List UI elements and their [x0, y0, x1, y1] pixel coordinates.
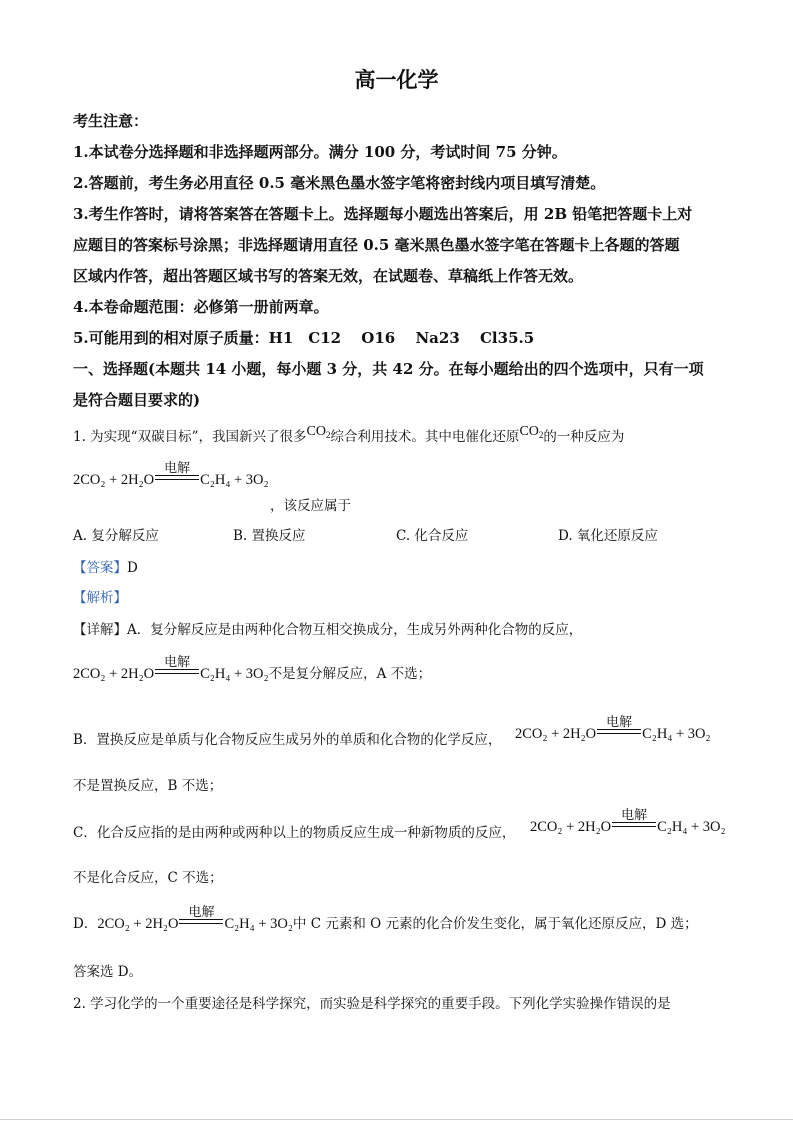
notice-item-1: 1.本试卷分选择题和非选择题两部分。满分 100 分，考试时间 75 分钟。 [73, 143, 567, 161]
q1-stem-part-b: 综合利用技术。其中电催化还原 [330, 429, 520, 445]
q1-stem-part-c: 的一种反应为 [543, 429, 625, 445]
co2-formula: $CO_2$ [519, 424, 544, 440]
q1-stem-tail: ，该反应属于 [270, 498, 351, 514]
detail-c: C．化合反应指的是由两种或两种以上的物质反应生成一种新物质的反应， [73, 825, 516, 841]
option-c: C. 化合反应 [396, 528, 469, 544]
co2-formula: $CO_2$ [306, 424, 331, 440]
notice-item-4: 4.本卷命题范围：必修第一册前两章。 [73, 298, 329, 316]
page-title: 高一化学 [354, 67, 439, 92]
q2-stem: 2. 学习化学的一个重要途径是科学探究，而实验是科学探究的重要手段。下列化学实验操作错误的是 [73, 996, 671, 1012]
reaction-arrow: 电解 [179, 917, 223, 927]
q1-stem [73, 424, 624, 445]
answer-value: D [127, 560, 138, 576]
notice-item-2: 2.答题前，考生务必用直径 0.5 毫米黑色墨水签字笔将密封线内项目填写清楚。 [73, 174, 606, 192]
detail-c-equation: 2CO₂ + 2H₂O 电解 C₂H₄ + 3O₂ [530, 808, 726, 835]
option-b: B. 置换反应 [233, 528, 306, 544]
detail-d: D．2CO₂ + 2H₂O 电解 C₂H₄ + 3O₂中 C 元素和 O 元素的化合价发生变化，属于氧化还原反应，D 选； [73, 905, 698, 932]
detail-a-equation: 2CO₂ + 2H₂O 电解 C₂H₄ + 3O₂不是复分解反应，A 不选； [73, 655, 432, 682]
q1-stem-part-a: 1. 为实现“双碳目标”，我国新兴了很多 [73, 429, 307, 445]
detail-a: 【详解】A．复分解反应是由两种化合物互相交换成分，生成另外两种化合物的反应， [73, 622, 583, 638]
notice-item-3: 3.考生作答时，请将答案答在答题卡上。选择题每小题选出答案后，用 2B 铅笔把答题卡上对 [73, 205, 693, 223]
q1-equation: 2CO₂ + 2H₂O 电解 C₂H₄ + 3O₂ [73, 461, 269, 488]
answer-tag: 【答案】 [73, 560, 127, 576]
reaction-arrow: 电解 [155, 667, 199, 677]
detail-d-equation: 2CO₂ + 2H₂O 电解 C₂H₄ + 3O₂ [97, 905, 293, 932]
analysis-tag: 【解析】 [73, 590, 127, 606]
section-heading: 一、选择题(本题共 14 小题，每小题 3 分，共 42 分。在每小题给出的四个选项中，只有一项 [73, 360, 704, 378]
section-heading-cont: 是符合题目要求的) [73, 391, 201, 409]
reaction-arrow: 电解 [155, 473, 199, 483]
detail-b-cont: 不是置换反应，B 不选； [73, 778, 223, 794]
detail-c-cont: 不是化合反应，C 不选； [73, 870, 223, 886]
conclusion: 答案选 D。 [73, 964, 143, 980]
detail-b-equation: 2CO₂ + 2H₂O 电解 C₂H₄ + 3O₂ [515, 715, 711, 742]
answer-line [73, 556, 138, 576]
option-a: A. 复分解反应 [73, 528, 159, 544]
option-d: D. 氧化还原反应 [558, 528, 658, 544]
notice-item-3-cont-1: 应题目的答案标号涂黑；非选择题请用直径 0.5 毫米黑色墨水签字笔在答题卡上各题的答题 [73, 236, 680, 254]
reaction-arrow: 电解 [597, 727, 641, 737]
notice-item-3-cont-2: 区域内作答，超出答题区域书写的答案无效，在试题卷、草稿纸上作答无效。 [73, 267, 584, 285]
page-bottom-divider [0, 1119, 793, 1120]
notice-heading: 考生注意： [73, 112, 149, 130]
detail-b: B．置换反应是单质与化合物反应生成另外的单质和化合物的化学反应， [73, 732, 502, 748]
reaction-arrow: 电解 [612, 820, 656, 830]
notice-item-5: 5.可能用到的相对原子质量：H1 C12 O16 Na23 Cl35.5 [73, 329, 535, 347]
